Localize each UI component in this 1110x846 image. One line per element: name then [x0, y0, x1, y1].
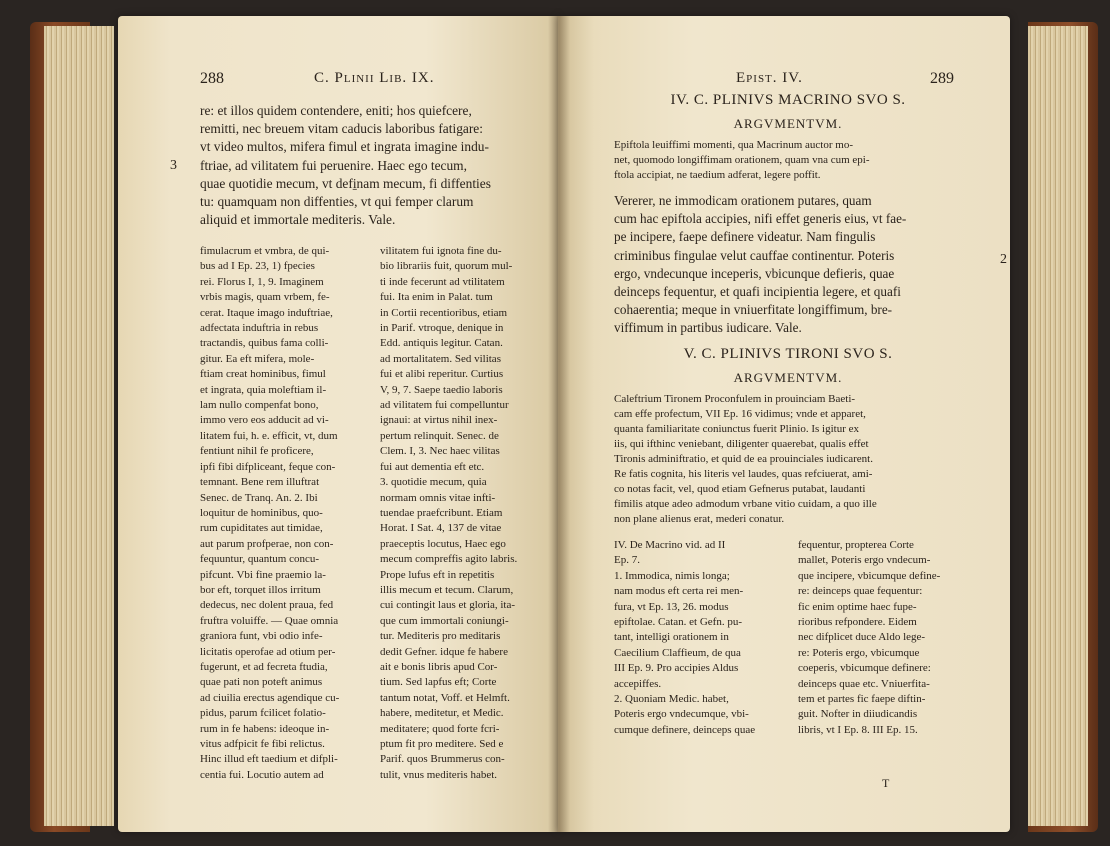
- note-line: ait e bonis libris apud Cor-: [380, 660, 498, 673]
- note-line: pertum relinquit. Senec. de: [380, 429, 499, 442]
- argument-line: cam effe profectum, VII Ep. 16 vidimus; vnde et apparet,: [614, 408, 866, 420]
- argument-line: non plane alienus erat, mederi conatur.: [614, 513, 785, 525]
- note-line: Poteris ergo vndecumque, vbi-: [614, 708, 749, 721]
- note-line: in Cortii recentioribus, etiam: [380, 306, 508, 319]
- main-text-line: tu: quamquam non diffenties, vt qui femper clarum: [200, 194, 474, 210]
- note-line: re: deinceps quae fequentur:: [798, 585, 923, 598]
- letter5-argument: [614, 392, 954, 527]
- margin-number-left: 3: [170, 158, 177, 173]
- note-line: Edd. antiquis legitur. Catan.: [380, 337, 503, 350]
- running-head-right: Epist. IV.: [736, 70, 803, 86]
- margin-number-right: 2: [1000, 252, 1007, 267]
- letter5-title: V. C. PLINIVS TIRONI SVO S.: [683, 346, 893, 362]
- note-line: mecum compreffis agito labris.: [380, 553, 518, 566]
- note-line: epiftolae. Catan. et Gefn. pu-: [614, 616, 742, 629]
- note-line: Clem. I, 3. Nec haec vilitas: [380, 445, 500, 458]
- note-line: fura, vt Ep. 13, 26. modus: [614, 600, 729, 613]
- note-line: temnant. Bene rem illuftrat: [200, 476, 320, 489]
- note-line: cerat. Itaque imago induftriae,: [200, 306, 333, 319]
- main-text-line: vt video multos, mifera fimul et ingrata imagine indu-: [200, 139, 489, 155]
- note-line: vitus adfpicit fe fibi relictus.: [200, 738, 325, 750]
- body-line: deinceps fequentur, et quafi incipientia legere, et quafi: [614, 284, 901, 300]
- note-line: que cum immortali coniungi-: [380, 614, 509, 627]
- note-line: bor eft, torquet illos irritum: [200, 583, 321, 596]
- note-line: tur. Mediteris pro meditaris: [380, 630, 501, 643]
- letter4-argument: [614, 138, 954, 183]
- note-line: ignaui: at virtus nihil inex-: [380, 414, 498, 427]
- letter4-title: IV. C. PLINIVS MACRINO SVO S.: [670, 92, 906, 108]
- main-text-line: re: et illos quidem contendere, eniti; hos quiefcere,: [200, 103, 472, 118]
- note-line: ipfi fibi difpliceant, feque con-: [200, 460, 336, 473]
- note-line: fimulacrum et vmbra, de qui-: [200, 245, 330, 257]
- book-gutter: [548, 16, 570, 832]
- note-line: rei. Florus I, 1, 9. Imaginem: [200, 275, 324, 288]
- note-line: fui aut dementia eft etc.: [380, 460, 485, 473]
- note-line: bio librariis fuit, quorum mul-: [380, 260, 513, 273]
- note-line: dedit Gefner. idque fe habere: [380, 645, 508, 658]
- notes-left-column-1: [200, 244, 372, 783]
- note-line: fic enim optime haec fupe-: [798, 600, 917, 613]
- note-line: tulit, vnus mediteris habet.: [380, 768, 498, 781]
- note-line: IV. De Macrino vid. ad II: [614, 539, 726, 551]
- note-line: accepiffes.: [614, 677, 662, 690]
- argument-line: fimilis atque adeo admodum vrbane vitio cuidam, a quo ille: [614, 498, 877, 510]
- argument-line: ftola accipiat, ne taedium adferat, legere poffit.: [614, 169, 821, 181]
- note-line: ad ciuilia erectus agendique cu-: [200, 691, 340, 704]
- note-line: licitatis operofae ad otium per-: [200, 645, 336, 658]
- body-line: criminibus fingulae velut cauffae continentur. Poteris: [614, 247, 895, 263]
- note-line: bus ad I Ep. 23, 1) fpecies: [200, 260, 315, 273]
- page-number-right: 289: [930, 70, 954, 87]
- note-line: immo vero eos adducit ad vi-: [200, 414, 329, 427]
- body-line: ergo, vndecunque inceperis, vbicunque defieris, quae: [614, 265, 895, 281]
- note-line: que incipere, vbicumque define-: [798, 569, 941, 582]
- note-line: fruftra voluiffe. — Quae omnia: [200, 614, 339, 627]
- main-text-line: aliquid et immortale mediteris. Vale.: [200, 212, 396, 228]
- note-line: ad vilitatem fui compelluntur: [380, 399, 509, 412]
- note-line: in Parif. vtroque, denique in: [380, 322, 504, 335]
- right-page: [558, 16, 1010, 832]
- page-number-left: 288: [200, 70, 224, 87]
- note-line: illis mecum et tecum. Clarum,: [380, 583, 514, 596]
- note-line: aut parum profperae, non con-: [200, 537, 334, 550]
- argument-line: net, quomodo longiffimam orationem, quam vna cum epi-: [614, 154, 870, 166]
- note-line: tractandis, quibus fama colli-: [200, 337, 329, 350]
- note-line: tant, intelligi orationem in: [614, 631, 729, 644]
- note-line: adfectata induftria in rebus: [200, 322, 319, 335]
- note-line: praeceptis locutus, Haec ego: [380, 537, 506, 550]
- note-line: mallet, Poteris ergo vndecum-: [798, 554, 931, 567]
- body-line: pe incipere, faepe definere videatur. Nam fingulis: [614, 229, 876, 245]
- body-line: cohaerentia; meque in vniuerfitate longiffimum, bre-: [614, 302, 893, 318]
- note-line: gitur. Ea eft mifera, mole-: [200, 352, 315, 365]
- note-line: lam nullo compenfat bono,: [200, 399, 319, 412]
- notes-right-column-1: [614, 538, 794, 738]
- letter5-argument-head: ARGVMENTVM.: [733, 370, 843, 385]
- note-line: litatem fui, h. e. efficit, vt, dum: [200, 429, 338, 442]
- note-line: cumque definere, deinceps quae: [614, 723, 756, 736]
- page-edges-right: [1028, 26, 1088, 826]
- note-line: ptum fit pro meditere. Sed e: [380, 738, 504, 750]
- note-line: re: Poteris ergo, vbicumque: [798, 646, 920, 659]
- note-line: ad mortalitatem. Sed vilitas: [380, 352, 501, 365]
- left-page: [118, 16, 558, 832]
- body-line: viffimum in partibus iudicare. Vale.: [614, 320, 802, 336]
- note-line: fequuntur, quantum concu-: [200, 553, 319, 566]
- note-line: fequentur, propterea Corte: [798, 539, 914, 551]
- note-line: dedecus, nec dolent praua, fed: [200, 599, 334, 612]
- note-line: fugerunt, et ad fecreta ftudia,: [200, 660, 328, 673]
- main-text-line: quae quotidie mecum, vt defi̱nam mecum, fi diffenties: [200, 175, 491, 191]
- page-edges-left: [44, 26, 114, 826]
- note-line: libris, vt I Ep. 8. III Ep. 15.: [798, 723, 918, 736]
- note-line: fui. Ita enim in Palat. tum: [380, 291, 493, 304]
- argument-line: Re fatis cognita, his literis vel laudes, quas refciuerat, ami-: [614, 468, 873, 480]
- note-line: nec difplicet duce Aldo lege-: [798, 631, 926, 644]
- body-line: Vererer, ne immodicam orationem putares, quam: [614, 193, 872, 208]
- note-line: fentiunt nihil fe proficere,: [200, 445, 314, 458]
- note-line: Senec. de Tranq. An. 2. Ibi: [200, 491, 318, 504]
- note-line: III Ep. 9. Pro accipies Aldus: [614, 662, 739, 675]
- note-line: deinceps quae etc. Vniuerfita-: [798, 677, 930, 690]
- note-line: vilitatem fui ignota fine du-: [380, 245, 502, 257]
- note-line: 2. Quoniam Medic. habet,: [614, 693, 729, 706]
- note-line: tem et partes fic faepe diftin-: [798, 693, 926, 706]
- argument-line: Tironis adminiftratio, et quid de ea prouinciales iudicarent.: [614, 453, 873, 465]
- note-line: pidus, parum fcilicet folatio-: [200, 707, 326, 720]
- signature-mark: T: [882, 776, 890, 790]
- main-text-line: ftriae, ad vilitatem fui peruenire. Haec ego tecum,: [200, 157, 467, 173]
- note-line: rum in fe habens: ideoque in-: [200, 722, 330, 735]
- note-line: Horat. I Sat. 4, 137 de vitae: [380, 522, 502, 535]
- note-line: V, 9, 7. Saepe taedio laboris: [380, 383, 503, 396]
- note-line: et ingrata, quia moleftiam il-: [200, 383, 327, 396]
- note-line: nam modus eft certa rei men-: [614, 585, 744, 598]
- note-line: Caecilium Claffieum, de qua: [614, 646, 741, 659]
- note-line: Prope lufus eft in repetitis: [380, 568, 495, 581]
- note-line: Parif. quos Brummerus con-: [380, 753, 505, 766]
- note-line: pifcunt. Vbi fine praemio la-: [200, 568, 326, 581]
- argument-line: co notas facit, vel, quod etiam Gefnerus putabat, laudanti: [614, 483, 866, 495]
- note-line: habere, meditetur, et Medic.: [380, 707, 504, 720]
- notes-right-column-2: [798, 538, 968, 738]
- main-text-line: remitti, nec breuem vitam caducis laboribus fatigare:: [200, 121, 483, 137]
- note-line: fui et alibi reperitur. Curtius: [380, 368, 504, 381]
- main-text-left: [200, 102, 555, 229]
- letter4-body: [614, 192, 958, 338]
- running-head-left: C. Plinii Lib. IX.: [314, 70, 435, 86]
- note-line: Hinc illud eft taedium et difpli-: [200, 753, 338, 766]
- argument-line: Epiftola leuiffimi momenti, qua Macrinum auctor mo-: [614, 139, 853, 151]
- body-line: cum hac epiftola accipies, nifi effet generis eius, vt fae-: [614, 211, 907, 227]
- note-line: tium. Sed lapfus eft; Corte: [380, 676, 497, 689]
- notes-left-column-2: [380, 244, 558, 783]
- note-line: normam omnis vitae infti-: [380, 491, 496, 504]
- note-line: 1. Immodica, nimis longa;: [614, 569, 730, 582]
- argument-line: quanta familiaritate coniunctus fuerit Plinio. Is igitur ex: [614, 423, 859, 435]
- argument-line: iis, qui ifthinc veniebant, diligenter quaerebat, qualis effet: [614, 438, 869, 450]
- note-line: ftiam creat hominibus, fimul: [200, 368, 326, 381]
- letter4-argument-head: ARGVMENTVM.: [733, 116, 843, 131]
- note-line: meditatere; quod forte fcri-: [380, 722, 500, 735]
- note-line: rioribus refpondere. Eidem: [798, 616, 917, 629]
- note-line: ti inde fecerunt ad vtilitatem: [380, 275, 505, 288]
- note-line: graniora funt, vbi odio infe-: [200, 630, 323, 643]
- note-line: tantum notat, Voff. et Helmft.: [380, 691, 510, 704]
- note-line: tuendae praefcribunt. Etiam: [380, 506, 503, 519]
- note-line: Ep. 7.: [614, 554, 640, 567]
- note-line: quae pati non poteft animus: [200, 676, 323, 689]
- note-line: coeperis, vbicumque definere:: [798, 662, 931, 675]
- note-line: 3. quotidie mecum, quia: [380, 476, 487, 489]
- note-line: rum cupiditates aut timidae,: [200, 522, 323, 535]
- note-line: vrbis magis, quam vrbem, fe-: [200, 291, 330, 304]
- note-line: cui contingit laus et gloria, ita-: [380, 599, 516, 612]
- note-line: guit. Nofter in diiudicandis: [798, 708, 918, 721]
- argument-line: Caleftrium Tironem Proconfulem in prouinciam Baeti-: [614, 393, 856, 405]
- note-line: centia fui. Locutio autem ad: [200, 768, 324, 781]
- note-line: loquitur de hominibus, quo-: [200, 506, 323, 519]
